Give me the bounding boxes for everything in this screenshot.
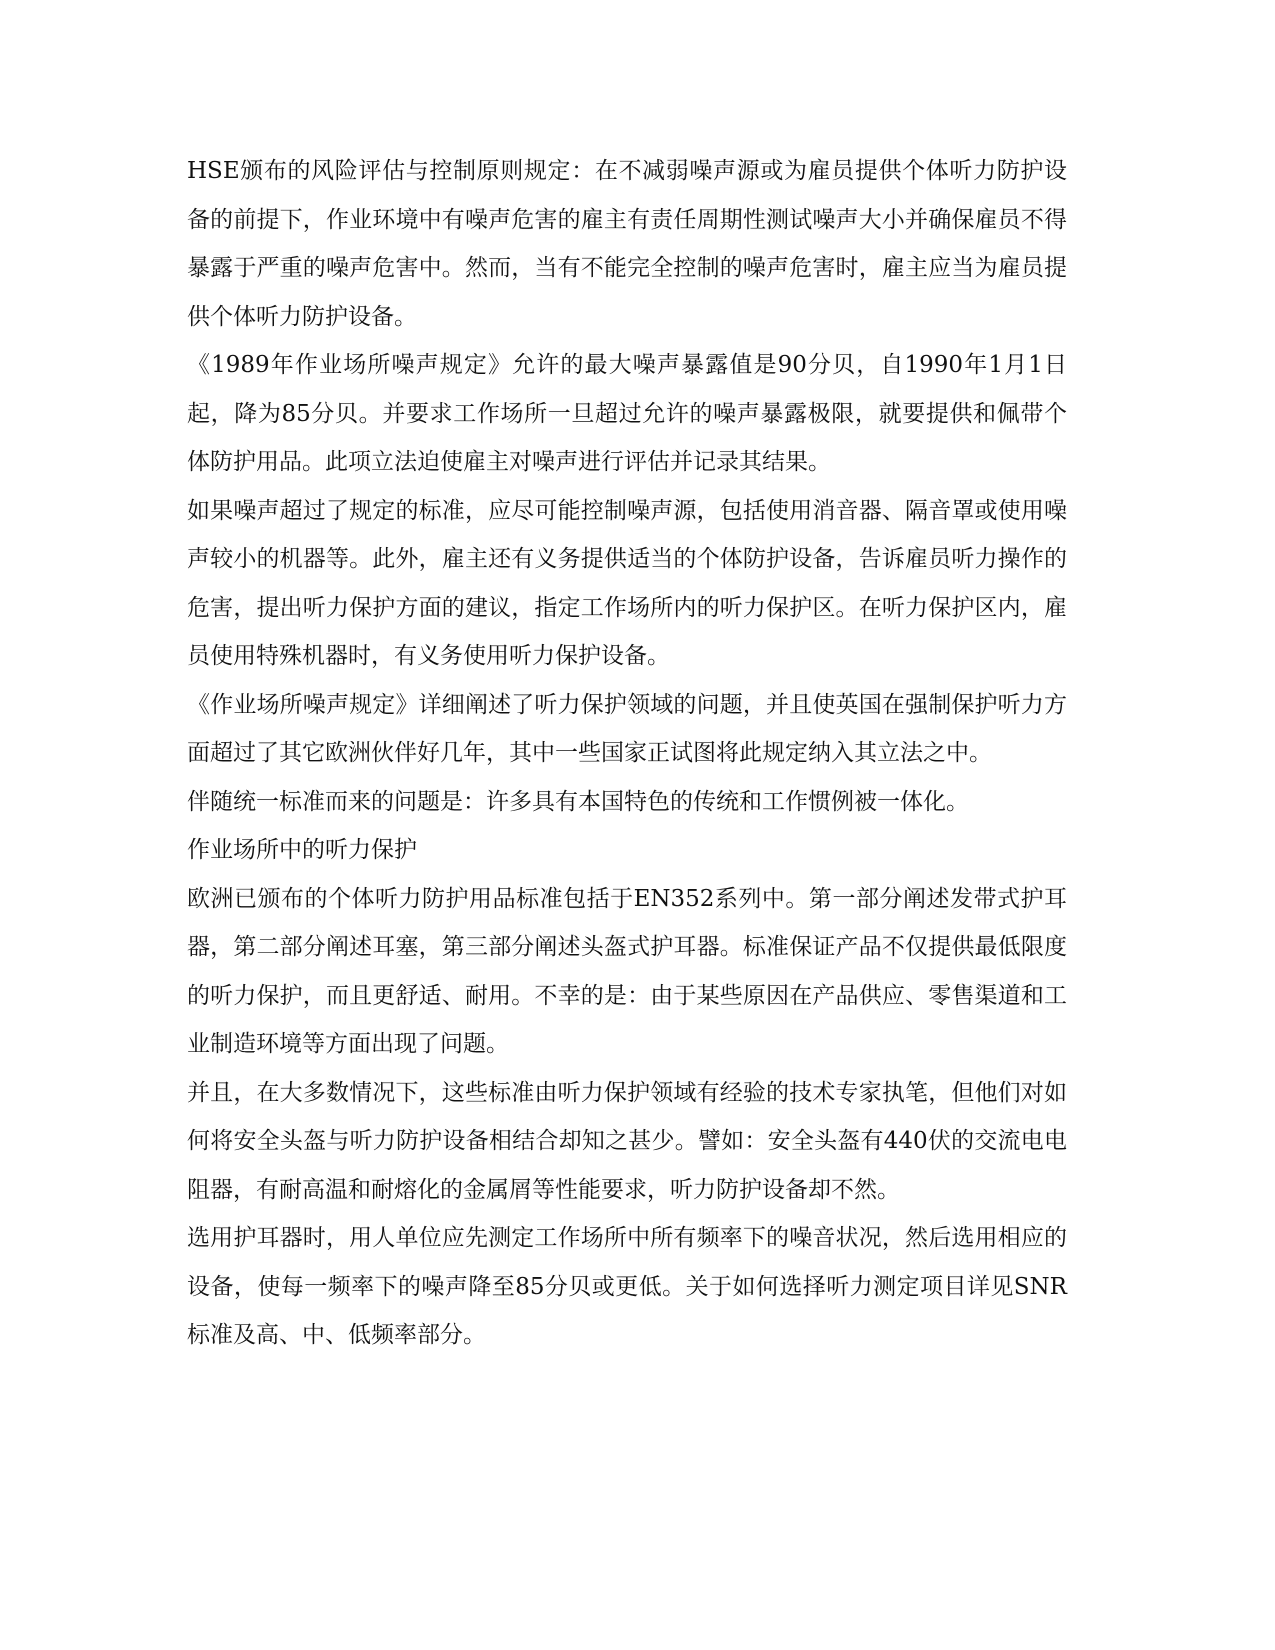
section-heading-workplace-hearing: 作业场所中的听力保护 <box>187 837 417 863</box>
paragraph-uk-leadership: 《作业场所噪声规定》详细阐述了听力保护领域的问题，并且使英国在强制保护听力方面超过了其它欧洲伙伴好几年，其中一些国家正试图将此规定纳入其立法之中。 <box>187 691 1067 766</box>
document-body <box>187 147 1067 1360</box>
paragraph-en352-standard: 欧洲已颁布的个体听力防护用品标准包括于EN352系列中。第一部分阐述发带式护耳器，第二部分阐述耳塞，第三部分阐述头盔式护耳器。标准保证产品不仅提供最低限度的听力保护，而且更舒适、耐用。不幸的是：由于某些原因在产品供应、零售渠道和工业制造环境等方面出现了问题。 <box>187 885 1067 1057</box>
paragraph-helmet-integration: 并且，在大多数情况下，这些标准由听力保护领域有经验的技术专家执笔，但他们对如何将安全头盔与听力防护设备相结合却知之甚少。譬如：安全头盔有440伏的交流电电阻器，有耐高温和耐熔化的金属屑等性能要求，听力防护设备却不然。 <box>187 1079 1067 1203</box>
paragraph-1989-regulation: 《1989年作业场所噪声规定》允许的最大噪声暴露值是90分贝，自1990年1月1日起，降为85分贝。并要求工作场所一旦超过允许的噪声暴露极限，就要提供和佩带个体防护用品。此项立法迫使雇主对噪声进行评估并记录其结果。 <box>187 352 1067 475</box>
paragraph-standardization-issue: 伴随统一标准而来的问题是：许多具有本国特色的传统和工作惯例被一体化。 <box>187 788 969 815</box>
paragraph-hse-principles: HSE颁布的风险评估与控制原则规定：在不减弱噪声源或为雇员提供个体听力防护设备的前提下，作业环境中有噪声危害的雇主有责任周期性测试噪声大小并确保雇员不得暴露于严重的噪声危害中。然而，当有不能完全控制的噪声危害时，雇主应当为雇员提供个体听力防护设备。 <box>187 158 1067 330</box>
paragraph-noise-control: 如果噪声超过了规定的标准，应尽可能控制噪声源，包括使用消音器、隔音罩或使用噪声较小的机器等。此外，雇主还有义务提供适当的个体防护设备，告诉雇员听力操作的危害，提出听力保护方面的建议，指定工作场所内的听力保护区。在听力保护区内，雇员使用特殊机器时，有义务使用听力保护设备。 <box>187 497 1067 669</box>
paragraph-ear-protector-selection: 选用护耳器时，用人单位应先测定工作场所中所有频率下的噪音状况，然后选用相应的设备，使每一频率下的噪声降至85分贝或更低。关于如何选择听力测定项目详见SNR标准及高、中、低频率部分。 <box>187 1225 1067 1348</box>
